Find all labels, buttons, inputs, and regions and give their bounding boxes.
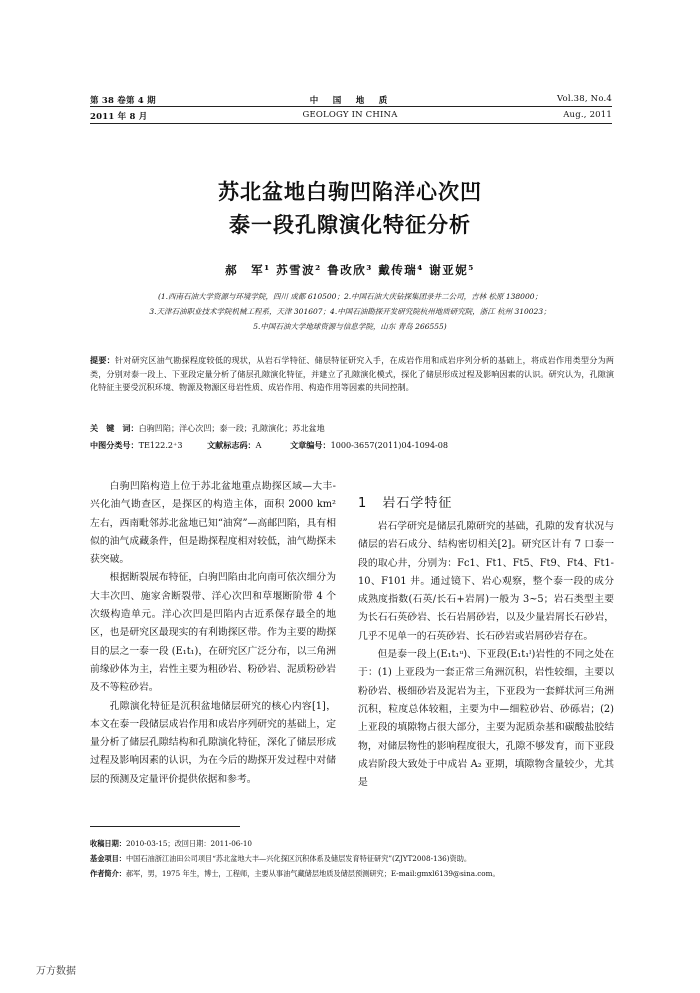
footnote-author bbox=[90, 869, 500, 879]
body-right-column bbox=[358, 518, 614, 792]
section-number: 1 bbox=[358, 496, 368, 511]
footnote-rule bbox=[90, 826, 240, 827]
footnote-dates bbox=[90, 839, 252, 849]
paper-title-line2: 泰一段孔隙演化特征分析 bbox=[229, 213, 471, 237]
keywords-label: 关 键 词： bbox=[90, 423, 139, 433]
body-paragraph: 根据断裂展布特征，白驹凹陷由北向南可依次细分为大丰次凹、施家舍断裂带、洋心次凹和草堰断阶带 4 个次级构造单元。洋心次凹是凹陷内古近系保存最全的地区，也是研究区最现实的有利勘探区带。作为主要的勘探目的层之一泰一段 (E₁t₁)，在研究区广泛分布，以三角洲前缘砂体为主，岩性主要为粗砂岩、粉砂岩、泥质粉砂岩及不等粒砂岩。 bbox=[90, 572, 336, 694]
body-paragraph: 孔隙演化特征是沉积盆地储层研究的核心内容[1]，本文在泰一段储层成岩作用和成岩序列研究的基础上，定量分析了储层孔隙结构和孔隙演化特征，深化了储层形成过程及影响因素的认识，为在今后的勘探开发过程中对储层的预测及定量评价提供依据和参考。 bbox=[90, 700, 336, 785]
header-journal-cn: 中 国 地 质 bbox=[309, 96, 391, 106]
keywords bbox=[90, 423, 325, 434]
abstract-label: 提要： bbox=[90, 355, 115, 365]
paper-title-line1: 苏北盆地白驹凹陷洋心次凹 bbox=[218, 180, 482, 204]
header-rule-bottom bbox=[90, 123, 612, 124]
header-volume-en: Vol.38, No.4 bbox=[556, 94, 612, 104]
section-title: 岩石学特征 bbox=[382, 496, 453, 511]
classification-row bbox=[90, 440, 448, 451]
keywords-text: 白驹凹陷；洋心次凹；泰一段；孔隙演化；苏北盆地 bbox=[138, 423, 325, 433]
header-rule-top bbox=[90, 106, 612, 107]
affiliation-line: 5.中国石油大学地球资源与信息学院，山东 青岛 266555) bbox=[253, 322, 447, 331]
footnote-fund-text: 中国石油浙江油田公司项目“苏北盆地大丰—兴化探区沉积体系及储层发育特征研究”(ZJYT2008-136)资助。 bbox=[125, 854, 472, 863]
footnote-fund-label: 基金项目： bbox=[90, 854, 126, 863]
footnote-fund bbox=[90, 854, 471, 864]
footnote-author-label: 作者简介： bbox=[90, 869, 126, 878]
footnote-dates-text: 2010-03-15；改回日期：2011-06-10 bbox=[125, 839, 252, 848]
header-journal-en: GEOLOGY IN CHINA bbox=[302, 110, 398, 120]
affiliation-line: 3.天津石油职业技术学院机械工程系，天津 301607；4.中国石油勘探开发研究院杭州地质研究院，浙江 杭州 310023； bbox=[149, 307, 551, 316]
clc-label: 中图分类号： bbox=[90, 440, 139, 450]
footnote-dates-label: 收稿日期： bbox=[90, 839, 126, 848]
body-paragraph: 白驹凹陷构造上位于苏北盆地重点勘探区域—大丰-兴化油气勘查区，是探区的构造主体，面积 2000 km² 左右，西南毗邻苏北盆地已知“油窝”—高邮凹陷，具有相似的油气成藏条件，但是勘探程度相对较低，油气勘探未获突破。 bbox=[90, 481, 336, 566]
header-date-en: Aug., 2011 bbox=[563, 110, 612, 120]
body-paragraph: 但是泰一段上(E₁t₁ᵘ)、下亚段(E₁t₁ˡ)岩性的不同之处在于：(1) 上亚段为一套正常三角洲沉积，岩性较细，主要以粉砂岩、极细砂岩及泥岩为主，下亚段为一套鲜状河三角洲沉积，粒度总体较粗，主要为中—细粒砂岩、砂砾岩；(2)上亚段的填隙物占很大部分，主要为泥质杂基和碳酸盐胶结物，对储层物性的影响程度很大，孔隙不够发育，而下亚段成岩阶段大致处于中成岩 A₂ 亚期，填隙物含量较少，尤其是 bbox=[358, 649, 614, 789]
body-paragraph: 岩石学研究是储层孔隙研究的基础，孔隙的发育状况与储层的岩石成分、结构密切相关[2]。研究区计有 7 口泰一段的取心井，分别为：Fc1、Ft1、Ft5、Ft9、Ft4、Ft1-10、F101 井。通过镜下、岩心观察，整个泰一段的成分成熟度指数(石英/长石+岩屑)一般为 3~5；岩石类型主要为长石石英砂岩、长石岩屑砂岩，以及少量岩屑长石砂岩，几乎不见单一的石英砂岩、长石砂岩或岩屑砂岩存在。 bbox=[358, 521, 614, 642]
watermark-text: 万方数据 bbox=[36, 966, 76, 977]
body-left-column bbox=[90, 478, 336, 789]
abstract bbox=[90, 354, 614, 395]
author-list: 郝 军¹ 苏雪波² 鲁改欣³ 戴传瑞⁴ 谢亚妮⁵ bbox=[225, 263, 475, 277]
article-no-value: 1000-3657(2011)04-1094-08 bbox=[330, 440, 449, 450]
header-date-cn: 2011 年 8 月 bbox=[90, 112, 148, 122]
header-volume-cn: 第 38 卷第 4 期 bbox=[90, 96, 156, 106]
doc-code-value: A bbox=[255, 440, 262, 450]
footnote-author-text: 郝军，男，1975 年生，博士，工程师，主要从事油气藏储层地质及储层预测研究；E-mail:gmxl6139@sina.com。 bbox=[125, 869, 500, 878]
affiliation-line: (1.西南石油大学资源与环境学院，四川 成都 610500；2.中国石油大庆钻探集团录井二公司，吉林 松原 138000； bbox=[157, 292, 543, 301]
doc-code-label: 文献标志码： bbox=[207, 440, 256, 450]
clc-value: TE122.2⁺3 bbox=[138, 440, 183, 450]
abstract-text: 针对研究区油气勘探程度较低的现状，从岩石学特征、储层特征研究入手，在成岩作用和成岩序列分析的基础上，将成岩作用类型分为两类，分别对泰一段上、下亚段定量分析了储层孔隙演化特征，并建立了孔隙演化模式，探化了储层形成过程及影响因素的认识。研究认为，孔隙演化特征主要受沉积环境、物源及物源区母岩性质、成岩作用、构造作用等因素的共同控制。 bbox=[90, 355, 614, 393]
article-no-label: 文章编号： bbox=[290, 440, 331, 450]
section-1-heading bbox=[358, 492, 452, 511]
